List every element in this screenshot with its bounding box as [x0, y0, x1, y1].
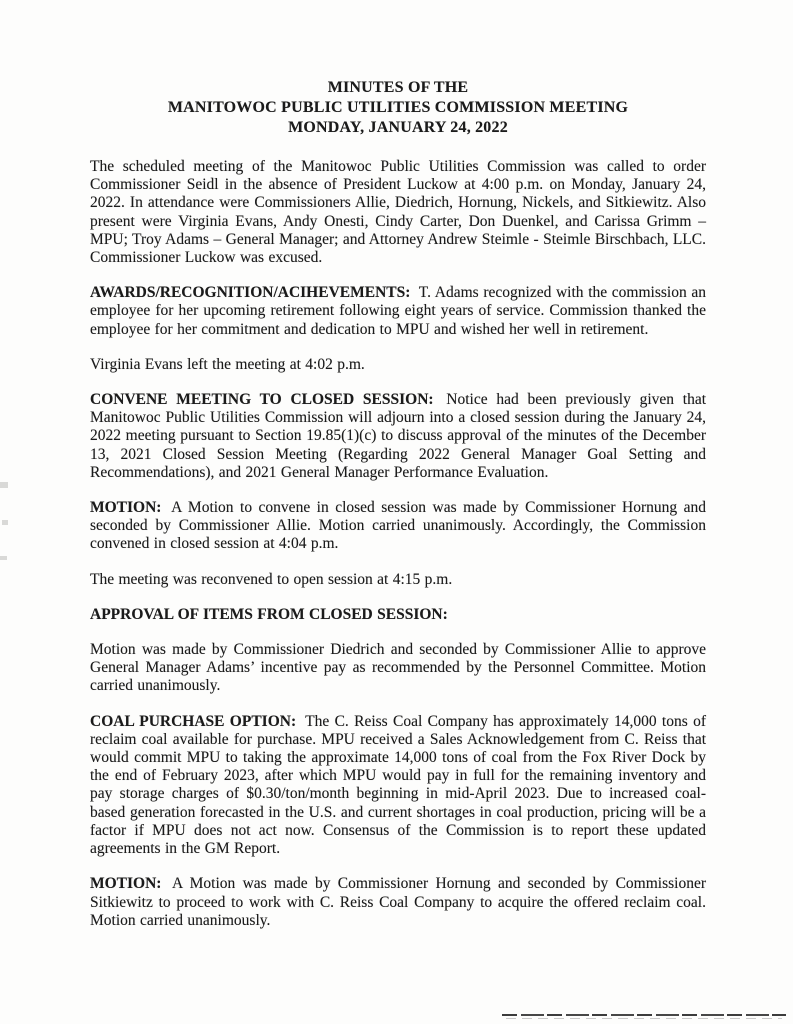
paragraph-text: Virginia Evans left the meeting at 4:02 p.m. — [90, 355, 365, 373]
document-content — [90, 78, 706, 947]
section-awards-recognition — [90, 284, 706, 339]
title-line-meeting-date: MONDAY, JANUARY 24, 2022 — [288, 119, 508, 136]
section-heading-motion-1: MOTION: — [90, 499, 162, 517]
paragraph-text: Notice had been previously given that Manitowoc Public Utilities Commission will adjourn into a closed session during the January 24, 2022 meeting pursuant to Section 19.85(1)(c) to discuss approval of the minutes of the December 13, 2021 Closed Session Meeting (Regarding 2022 General Manager Goal Setting and Recommendations), and 2021 General Manager Performance Evaluation. — [90, 391, 706, 481]
title-line-minutes-of-the: MINUTES OF THE — [327, 79, 469, 96]
section-motion-convene — [90, 499, 706, 554]
document-title-block — [90, 78, 706, 138]
paragraph-text: T. Adams recognized with the commission an employee for her upcoming retirement following eight years of service. Commission thanked the employee for her commitment and dedication to MPU and wished her well in retirement. — [90, 284, 706, 338]
line-meeting-reconvened — [90, 571, 706, 589]
section-coal-purchase-option — [90, 713, 706, 859]
section-motion-coal — [90, 875, 706, 930]
title-line-commission-meeting: MANITOWOC PUBLIC UTILITIES COMMISSION MEETING — [167, 99, 629, 116]
paragraph-text: A Motion to convene in closed session was made by Commissioner Hornung and seconded by Commissioner Allie. Motion carried unanimously. Accordingly, the Commission convened in closed session at 4:04 p.m. — [90, 499, 706, 553]
line-virginia-evans-left — [90, 356, 706, 374]
paragraph-text: A Motion was made by Commissioner Hornung and seconded by Commissioner Sitkiewitz to proceed to work with C. Reiss Coal Company to acquire the offered reclaim coal. Motion carried unanimously. — [90, 875, 706, 929]
section-heading-convene: CONVENE MEETING TO CLOSED SESSION: — [90, 391, 434, 409]
section-heading-coal: COAL PURCHASE OPTION: — [90, 712, 297, 730]
section-heading-awards: AWARDS/RECOGNITION/ACIHEVEMENTS: — [90, 284, 411, 302]
section-heading-motion-2: MOTION: — [90, 875, 162, 893]
section-heading-approval: APPROVAL OF ITEMS FROM CLOSED SESSION: — [90, 605, 448, 623]
paragraph-text: The meeting was reconvened to open session at 4:15 p.m. — [90, 570, 453, 588]
paragraph-text: The scheduled meeting of the Manitowoc Public Utilities Commission was called to order Commissioner Seidl in the absence of President Luckow at 4:00 p.m. on Monday, January 24, 2022. In attendance were Commissioners Allie, Diedrich, Hornung, Nickels, and Sitkiewitz. Also present were Virginia Evans, Andy Onesti, Cindy Carter, Don Duenkel, and Carissa Grimm – MPU; Troy Adams – General Manager; and Attorney Andrew Steimle - Steimle Birschbach, LLC. Commissioner Luckow was excused. — [90, 158, 706, 267]
paragraph-text: The C. Reiss Coal Company has approximately 14,000 tons of reclaim coal available for purchase. MPU received a Sales Acknowledgement from C. Reiss that would commit MPU to taking the approximate 14,000 tons of coal from the Fox River Dock by the end of February 2023, after which MPU would pay in full for the remaining inventory and pay storage charges of $0.30/ton/month beginning in mid-April 2023. Due to increased coal-based generation forecasted in the U.S. and current shortages in coal production, pricing will be a factor if MPU does not act now. Consensus of the Commission is to report these updated agreements in the GM Report. — [90, 712, 706, 858]
paragraph-incentive-pay-motion — [90, 641, 706, 696]
paragraph-text: Motion was made by Commissioner Diedrich and seconded by Commissioner Allie to approve General Manager Adams’ incentive pay as recommended by the Personnel Committee. Motion carried unanimously. — [90, 641, 706, 695]
scan-artifact-dashed-line-echo — [506, 1018, 782, 1019]
scan-edge-speck — [2, 520, 8, 525]
scan-artifact-dashed-line — [502, 1014, 786, 1016]
scan-edge-speck — [0, 556, 7, 560]
section-convene-closed-session — [90, 391, 706, 482]
scan-edge-speck — [0, 482, 8, 488]
heading-approval-closed-session — [90, 606, 706, 624]
paragraph-call-to-order — [90, 158, 706, 267]
